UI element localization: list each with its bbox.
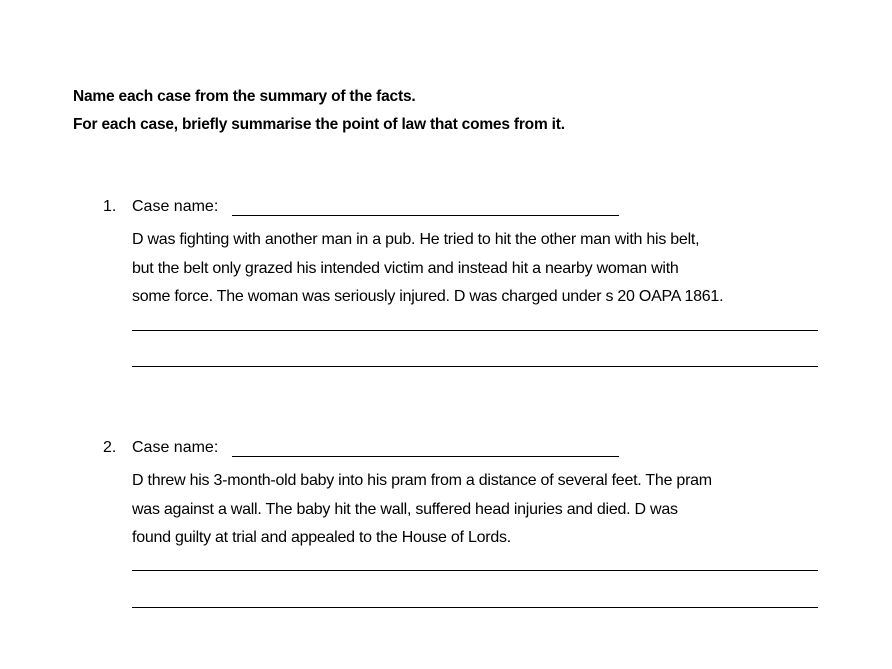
answer-line-1[interactable]	[132, 330, 818, 331]
facts-line: D was fighting with another man in a pub. He tried to hit the other man with his belt,	[132, 231, 700, 248]
answer-line-1[interactable]	[132, 570, 818, 571]
case-name-label: Case name:	[132, 439, 219, 456]
instruction-line-1: Name each case from the summary of the facts.	[73, 88, 416, 105]
question-1	[103, 198, 823, 312]
answer-line-2[interactable]	[132, 366, 818, 367]
case-name-blank[interactable]	[232, 215, 619, 216]
case-name-label: Case name:	[132, 198, 219, 215]
question-number: 1.	[103, 198, 117, 215]
facts-line: D threw his 3-month-old baby into his pram from a distance of several feet. The pram	[132, 472, 712, 489]
facts-line: but the belt only grazed his intended victim and instead hit a nearby woman with	[132, 259, 679, 277]
facts-summary	[132, 226, 823, 312]
question-2	[103, 439, 823, 553]
instruction-line-2: For each case, briefly summarise the point of law that comes from it.	[73, 116, 565, 133]
facts-line: some force. The woman was seriously injured. D was charged under s 20 OAPA 1861.	[132, 288, 724, 305]
case-name-blank[interactable]	[232, 456, 619, 457]
question-number: 2.	[103, 439, 117, 456]
facts-line: was against a wall. The baby hit the wall, suffered head injuries and died. D was	[132, 500, 678, 518]
facts-line: found guilty at trial and appealed to the House of Lords.	[132, 529, 511, 546]
answer-line-2[interactable]	[132, 607, 818, 608]
facts-summary	[132, 467, 823, 553]
